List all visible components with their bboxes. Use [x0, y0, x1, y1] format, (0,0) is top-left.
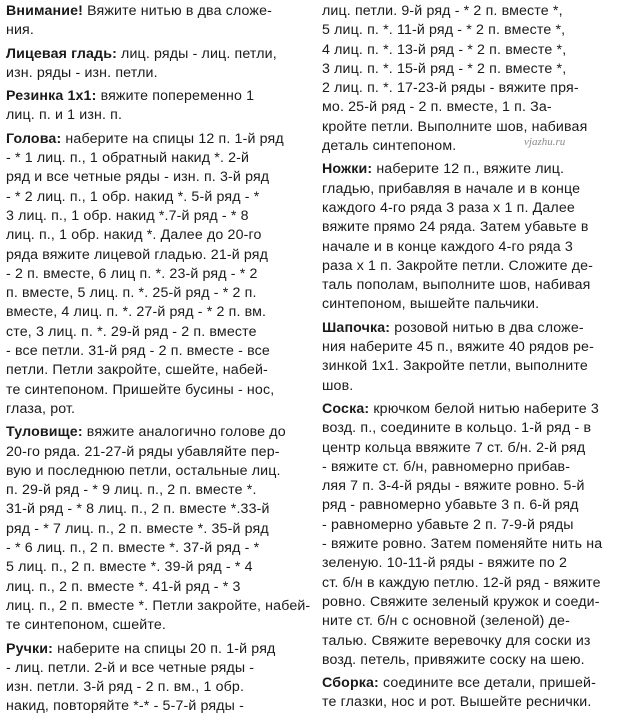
text-line — [6, 640, 306, 659]
line-text: лиц. петли. 9-й ряд - * 2 п. вместе *, — [322, 3, 563, 19]
line-text: - вяжите ровно. Затем поменяйте нить на — [322, 536, 603, 553]
text-line — [6, 697, 306, 716]
text-line — [322, 419, 618, 438]
line-text: раза х 1 п. Закройте петли. Сложите де- — [322, 257, 594, 274]
line-text: ните ст. б/н с основной (зеленой) де- — [322, 613, 570, 630]
text-line — [6, 381, 306, 400]
line-text: Вяжите нитью в два сложе- — [83, 3, 272, 19]
text-line — [322, 137, 618, 156]
text-line — [6, 2, 306, 21]
text-line — [322, 593, 618, 612]
line-text: 3 лиц. п., 1 обр. накид *.7-й ряд - * 8 — [6, 207, 249, 224]
right-column — [322, 2, 618, 713]
text-line — [322, 2, 618, 21]
section-heading: Ручки: — [6, 640, 54, 657]
line-text: лиц. п., 2 п. вместе *. 41-й ряд - * 3 — [6, 578, 241, 595]
text-line — [6, 539, 306, 558]
line-text: ряд - равномерно убавьте 3 п. 6-й ряд — [322, 497, 579, 514]
line-text: 5 лиц. п. *. 11-й ряд - * 2 п. вместе *, — [322, 22, 566, 39]
line-text: центр кольца ввяжите 7 ст. б/н. 2-й ряд — [322, 439, 586, 456]
text-line — [6, 400, 306, 419]
line-text: вяжите попеременно 1 — [96, 88, 255, 105]
section-heading: Соска: — [322, 400, 370, 417]
text-line — [322, 257, 618, 276]
text-line — [6, 423, 306, 442]
text-line — [322, 439, 618, 458]
watermark: vjazhu.ru — [524, 136, 566, 148]
line-text: ровно. Свяжите зеленый кружок и соеди- — [322, 593, 600, 610]
section-heading: Лицевая гладь: — [6, 45, 117, 62]
text-line — [6, 106, 306, 125]
line-text: мо. 25-й ряд - 2 п. вместе, 1 п. За- — [322, 99, 552, 116]
line-text: изн. ряды - изн. петли. — [6, 64, 158, 81]
line-text: шов. — [322, 377, 354, 394]
text-line — [6, 342, 306, 361]
text-line — [322, 238, 618, 257]
line-text: 4 лиц. п. *. 13-й ряд - * 2 п. вместе *, — [322, 41, 567, 58]
line-text: соедините все детали, пришей- — [378, 675, 596, 692]
line-text: - * 6 лиц. п., 2 п. вместе *. 37-й ряд - * — [6, 540, 260, 557]
line-text: - все петли. 31-й ряд - 2 п. вместе - все — [6, 343, 270, 360]
line-text: розовой нитью в два сложе- — [390, 319, 584, 336]
line-text: - лиц. петли. 2-й и все четные ряды - — [6, 659, 255, 676]
text-line — [322, 276, 618, 295]
text-line — [322, 612, 618, 631]
line-text: - * 2 лиц. п., 1 обр. накид *. 5-й ряд - * — [6, 188, 260, 205]
text-line — [6, 616, 306, 635]
text-line — [322, 118, 618, 137]
text-line — [6, 597, 311, 616]
text-line — [322, 295, 618, 314]
text-line — [322, 516, 618, 535]
line-text: п. 29-й ряд - * 9 лиц. п., 2 п. вместе *. — [6, 482, 257, 499]
text-line — [6, 265, 306, 284]
text-line — [322, 98, 618, 117]
line-text: кройте петли. Выполните шов, набивая — [322, 118, 588, 135]
line-text: деталь синтепоном. — [322, 138, 457, 155]
text-line — [322, 651, 618, 670]
section-heading: Туловище: — [6, 424, 83, 441]
line-text: ряд и все четные ряды - изн. п. 3-й ряд — [6, 169, 270, 186]
line-text: вяжите прямо 24 ряда. Затем убавьте в — [322, 219, 589, 236]
line-text: глаза, рот. — [6, 400, 76, 417]
text-line — [6, 659, 306, 678]
text-line — [6, 462, 306, 481]
line-text: таль пополам, выполните шов, набивая — [322, 277, 591, 294]
line-text: ния наберите 45 п., вяжите 40 рядов ре- — [322, 339, 594, 356]
text-line — [322, 496, 618, 515]
text-line — [322, 458, 618, 477]
text-line — [322, 160, 618, 179]
line-text: ряда вяжите лицевой гладью. 21-й ряд — [6, 246, 269, 263]
line-text: лиц. ряды - лиц. петли, — [116, 45, 277, 62]
text-line — [6, 188, 306, 207]
line-text: 31-й ряд - * 8 лиц. п., 2 п. вместе *.33-й — [6, 501, 270, 518]
line-text: вяжите аналогично голове до — [82, 424, 286, 441]
text-line — [6, 226, 306, 245]
line-text: - 2 п. вместе, 6 лиц п. *. 23-й ряд - * 2 — [6, 265, 258, 282]
section-heading: Ножки: — [322, 161, 373, 178]
line-text: наберите 12 п., вяжите лиц. — [372, 161, 565, 178]
text-line — [6, 678, 306, 697]
text-line — [6, 481, 306, 500]
line-text: накид, повторяйте *-* - 5-7-й ряды - — [6, 698, 244, 715]
section-heading: Шапочка: — [322, 319, 391, 336]
line-text: гладью, прибавляя в начале и в конце — [322, 180, 581, 197]
text-line — [6, 303, 306, 322]
text-line — [6, 87, 306, 106]
line-text: вую и последнюю петли, остальные лиц. — [6, 462, 281, 479]
line-text: синтепоном, вышейте пальчики. — [322, 296, 540, 313]
text-line — [6, 130, 306, 149]
text-line — [6, 578, 306, 597]
line-text: лиц. п., 2 п. вместе *. Петли закройте, набей- — [6, 597, 311, 614]
text-line — [6, 168, 306, 187]
section-heading: Резинка 1х1: — [6, 88, 97, 105]
text-line — [322, 199, 618, 218]
line-text: крючком белой нитью наберите 3 — [369, 400, 599, 417]
line-text: те глазки, нос и рот. Вышейте реснички. — [322, 694, 592, 711]
text-line — [322, 218, 618, 237]
text-line — [322, 554, 618, 573]
text-line — [322, 674, 618, 693]
text-line — [322, 535, 618, 554]
line-text: талью. Свяжите веревочку для соски из — [322, 632, 591, 649]
text-line — [6, 149, 306, 168]
line-text: возд. петель, привяжите соску на шею. — [322, 651, 585, 668]
line-text: ляя 7 п. 3-4-й ряды - вяжите ровно. 5-й — [322, 478, 585, 495]
text-line — [6, 323, 306, 342]
text-line — [322, 693, 618, 712]
text-line — [322, 574, 618, 593]
line-text: лиц. п., 1 обр. накид *. Далее до 20-го — [6, 227, 262, 244]
text-line — [322, 319, 618, 338]
text-line — [6, 246, 306, 265]
line-text: возд. п., соедините в кольцо. 1-й ряд - в — [322, 420, 592, 437]
text-line — [322, 357, 618, 376]
line-text: 3 лиц. п. *. 15-й ряд - * 2 п. вместе *, — [322, 60, 567, 77]
line-text: начале и в конце каждого 4-го ряда 3 — [322, 238, 573, 255]
text-line — [322, 60, 618, 79]
text-line — [6, 558, 306, 577]
line-text: 5 лиц. п., 2 п. вместе *. 39-й ряд - * 4 — [6, 559, 253, 576]
line-text: вместе, 4 лиц. п. *. 27-й ряд - * 2 п. вм. — [6, 304, 267, 321]
line-text: ния. — [6, 22, 34, 39]
text-line — [322, 41, 618, 60]
line-text: 2 лиц. п. *. 17-23-й ряды - вяжите пря- — [322, 80, 579, 97]
line-text: 20-го ряда. 21-27-й ряды убавляйте пер- — [6, 443, 280, 460]
section-heading: Сборка: — [322, 675, 379, 692]
text-line — [6, 520, 306, 539]
text-line — [322, 21, 618, 40]
text-line — [322, 632, 618, 651]
text-line — [6, 45, 306, 64]
line-text: п. вместе, 5 лиц. п. *. 25-й ряд - * 2 п. — [6, 285, 257, 302]
line-text: сте, 3 лиц. п. *. 29-й ряд - 2 п. вместе — [6, 323, 257, 340]
text-line — [6, 64, 306, 83]
text-line — [6, 21, 306, 40]
text-line — [322, 180, 618, 199]
text-line — [6, 207, 306, 226]
line-text: наберите на спицы 12 п. 1-й ряд — [61, 130, 284, 147]
line-text: - * 1 лиц. п., 1 обратный накид *. 2-й — [6, 150, 250, 167]
line-text: ряд - * 7 лиц. п., 2 п. вместе *. 35-й ряд — [6, 520, 269, 537]
line-text: лиц. п. и 1 изн. п. — [6, 107, 123, 124]
text-line — [6, 500, 306, 519]
text-line — [6, 284, 306, 303]
text-line — [6, 443, 306, 462]
line-text: - равномерно убавьте 2 п. 7-9-й ряды — [322, 516, 574, 533]
line-text: те синтепоном. Пришейте бусины - нос, — [6, 381, 275, 398]
text-line — [322, 477, 618, 496]
text-line — [322, 79, 618, 98]
line-text: каждого 4-го ряда 3 раза х 1 п. Далее — [322, 199, 575, 216]
line-text: ст. б/н в каждую петлю. 12-й ряд - вяжите — [322, 574, 601, 591]
section-heading: Внимание! — [6, 3, 83, 19]
line-text: зеленую. 10-11-й ряды - вяжите по 2 — [322, 555, 568, 572]
section-heading: Голова: — [6, 130, 62, 147]
line-text: зинкой 1х1. Закройте петли, выполните — [322, 358, 588, 375]
line-text: те синтепоном, сшейте. — [6, 617, 166, 634]
text-line — [322, 338, 618, 357]
line-text: наберите на спицы 20 п. 1-й ряд — [53, 640, 276, 657]
text-line — [322, 377, 618, 396]
line-text: изн. петли. 3-й ряд - 2 п. вм., 1 обр. — [6, 679, 245, 696]
line-text: петли. Петли закройте, сшейте, набей- — [6, 362, 268, 379]
left-column — [6, 2, 311, 717]
text-line — [322, 400, 618, 419]
line-text: - вяжите ст. б/н, равномерно прибав- — [322, 458, 571, 475]
text-line — [6, 361, 306, 380]
